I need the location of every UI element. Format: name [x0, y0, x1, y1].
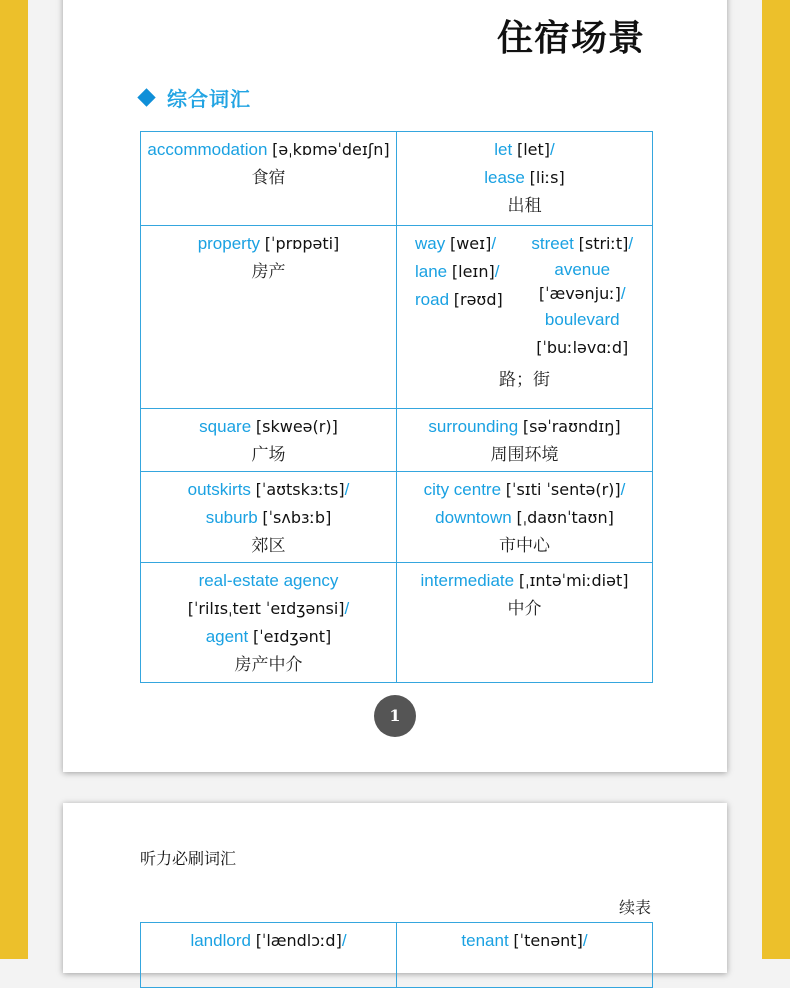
slash: /: [341, 931, 347, 950]
word-cn: 房产中介: [234, 655, 303, 675]
word-en: boulevard: [544, 310, 620, 329]
word-cn: 中介: [507, 599, 542, 619]
vocab-cell: [397, 132, 653, 226]
vocab-cell: [397, 472, 653, 563]
running-header: 听力必刷词汇: [140, 849, 237, 868]
slash: /: [344, 599, 350, 618]
slash: /: [494, 262, 500, 281]
vocab-cell: [141, 132, 397, 226]
word-ipa: [skweə(r)]: [255, 417, 338, 436]
word-ipa: [ˈlændlɔːd]: [255, 931, 342, 950]
word-cn: 出租: [507, 196, 542, 216]
vocab-cell: [141, 409, 397, 472]
word-en: downtown: [435, 508, 512, 527]
word-en: way: [415, 234, 446, 253]
word-en: suburb: [205, 508, 258, 527]
right-yellow-bar: [762, 0, 790, 959]
word-ipa: [ˈsʌbɜːb]: [262, 508, 332, 527]
word-ipa: [ˈævənjuː]: [538, 284, 621, 303]
slash: /: [582, 931, 588, 950]
word-ipa: [leɪn]: [451, 262, 495, 281]
word-ipa: [weɪ]: [449, 234, 492, 253]
word-ipa: [ˈprɒpəti]: [264, 234, 340, 253]
word-ipa: [striːt]: [578, 234, 629, 253]
word-en: let: [494, 140, 513, 159]
word-ipa: [ˈeɪdʒənt]: [252, 627, 332, 646]
table-row: [141, 409, 653, 472]
vocab-cell: [397, 226, 653, 409]
word-en: avenue: [554, 260, 611, 279]
vocab-cell: [141, 563, 397, 683]
word-en: accommodation: [147, 140, 268, 159]
word-ipa: [ˈrilɪsˌteɪt ˈeɪdʒənsi]: [187, 599, 345, 618]
vocab-cell: [141, 923, 397, 988]
slash: /: [620, 284, 626, 303]
word-en: tenant: [461, 931, 509, 950]
vocab-cell: [397, 563, 653, 683]
word-ipa: [ˈtenənt]: [513, 931, 583, 950]
word-en: agent: [205, 627, 249, 646]
page-1: [63, 0, 727, 772]
page-title: 住宿场景: [496, 17, 645, 59]
vocab-cell: [141, 226, 397, 409]
word-en: street: [531, 234, 574, 253]
page-number-badge: 1: [374, 695, 416, 737]
word-cn: 市中心: [499, 536, 550, 556]
table-row: [141, 226, 653, 409]
word-en: property: [197, 234, 261, 253]
word-ipa: [liːs]: [529, 168, 565, 187]
word-en: city centre: [423, 480, 502, 499]
word-ipa: [səˈraʊndɪŋ]: [522, 417, 621, 436]
word-cn: 郊区: [251, 536, 286, 556]
word-ipa: [ˈbuːləvɑːd]: [536, 338, 629, 357]
diamond-icon: [137, 88, 155, 106]
word-ipa: [ˈaʊtskɜːts]: [255, 480, 345, 499]
slash: /: [628, 234, 634, 253]
slash: /: [344, 480, 350, 499]
word-en: outskirts: [187, 480, 251, 499]
section-title: 综合词汇: [167, 87, 251, 111]
word-cn: 广场: [251, 445, 286, 465]
vocab-cell: [397, 923, 653, 988]
table-row: [141, 923, 653, 988]
slash: /: [550, 140, 555, 159]
table-row: [141, 563, 653, 683]
word-en: lease: [484, 168, 525, 187]
word-ipa: [rəʊd]: [453, 290, 503, 309]
word-en: intermediate: [420, 571, 515, 590]
vocab-table-continued: [140, 922, 653, 988]
vocab-cell: [141, 472, 397, 563]
word-ipa: [əˌkɒməˈdeɪʃn]: [272, 140, 390, 159]
word-ipa: [ˌɪntəˈmiːdiət]: [518, 571, 629, 590]
vocab-table: [140, 131, 653, 683]
word-en: square: [199, 417, 252, 436]
word-cn: 周围环境: [490, 445, 559, 465]
word-en: lane: [415, 262, 448, 281]
slash: /: [491, 234, 497, 253]
table-row: [141, 132, 653, 226]
table-row: [141, 472, 653, 563]
vocab-cell: [397, 409, 653, 472]
word-en: road: [415, 290, 450, 309]
word-cn: 房产: [251, 262, 286, 282]
word-cn: 路；街: [499, 370, 550, 390]
word-ipa: [let]: [516, 140, 550, 159]
left-yellow-bar: [0, 0, 28, 959]
word-ipa: [ˌdaʊnˈtaʊn]: [516, 508, 614, 527]
word-cn: 食宿: [251, 168, 286, 188]
slash: /: [620, 480, 626, 499]
word-en: surrounding: [428, 417, 519, 436]
word-ipa: [ˈsɪti ˈsentə(r)]: [505, 480, 621, 499]
section-header: [140, 83, 251, 112]
word-en: real-estate agency: [198, 571, 339, 590]
word-en: landlord: [190, 931, 251, 950]
continued-label: 续表: [618, 898, 651, 917]
page-2: [63, 803, 727, 973]
